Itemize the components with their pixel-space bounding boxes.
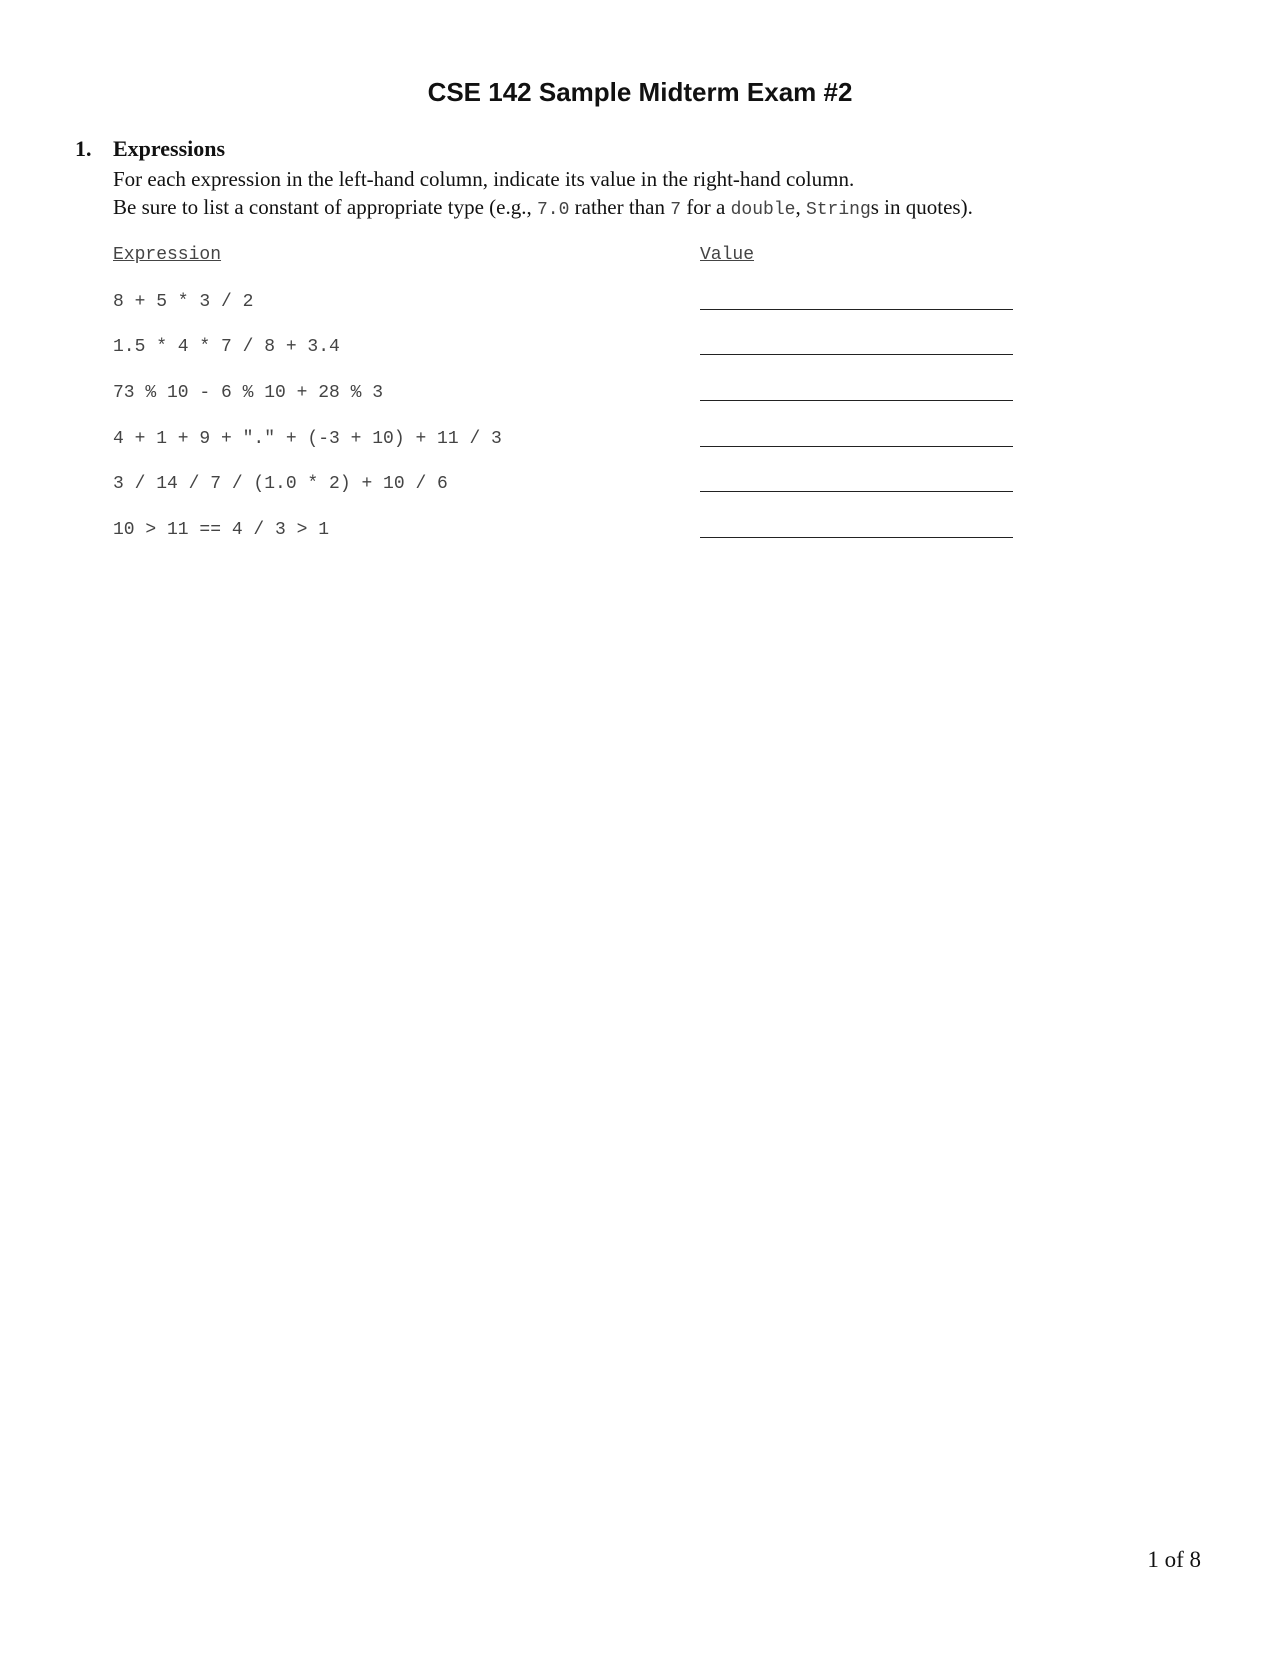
answer-line	[700, 446, 1013, 447]
code-example-double: double	[730, 200, 796, 220]
question-number: 1.	[75, 136, 92, 161]
expression-row-2	[0, 336, 1280, 360]
answer-line	[700, 400, 1013, 401]
question-heading: Expressions	[113, 136, 226, 161]
instruction-line-2	[113, 194, 973, 223]
expression-row-4	[0, 428, 1280, 452]
answer-line	[700, 354, 1013, 355]
expression-row-5	[0, 473, 1280, 497]
expression-text: 73 % 10 - 6 % 10 + 28 % 3	[113, 383, 384, 403]
instruction-text-3: for a	[681, 195, 731, 219]
instruction-text-5: s in quotes).	[870, 195, 973, 219]
expression-text: 4 + 1 + 9 + "." + (-3 + 10) + 11 / 3	[113, 429, 502, 449]
page-title: CSE 142 Sample Midterm Exam #2	[427, 77, 853, 107]
code-example-string: String	[805, 200, 871, 220]
value-column-header: Value	[700, 245, 755, 265]
expression-text: 8 + 5 * 3 / 2	[113, 292, 254, 312]
expression-text: 3 / 14 / 7 / (1.0 * 2) + 10 / 6	[113, 474, 448, 494]
expression-text: 1.5 * 4 * 7 / 8 + 3.4	[113, 337, 340, 357]
expression-row-6	[0, 519, 1280, 543]
code-example-7: 7	[670, 200, 682, 220]
answer-line	[700, 491, 1013, 492]
page-number: 1 of 8	[1147, 1547, 1201, 1572]
expression-text: 10 > 11 == 4 / 3 > 1	[113, 520, 330, 540]
expression-row-3	[0, 382, 1280, 406]
instruction-text-1: Be sure to list a constant of appropriate type (e.g.,	[113, 195, 537, 219]
answer-line	[700, 309, 1013, 310]
instruction-line-1: For each expression in the left-hand column, indicate its value in the right-hand column.	[113, 167, 855, 191]
expression-column-header: Expression	[113, 245, 222, 265]
code-example-7-0: 7.0	[536, 200, 570, 220]
instruction-text-4: ,	[795, 195, 806, 219]
expression-row-1	[0, 291, 1280, 315]
instruction-text-2: rather than	[569, 195, 671, 219]
answer-line	[700, 537, 1013, 538]
